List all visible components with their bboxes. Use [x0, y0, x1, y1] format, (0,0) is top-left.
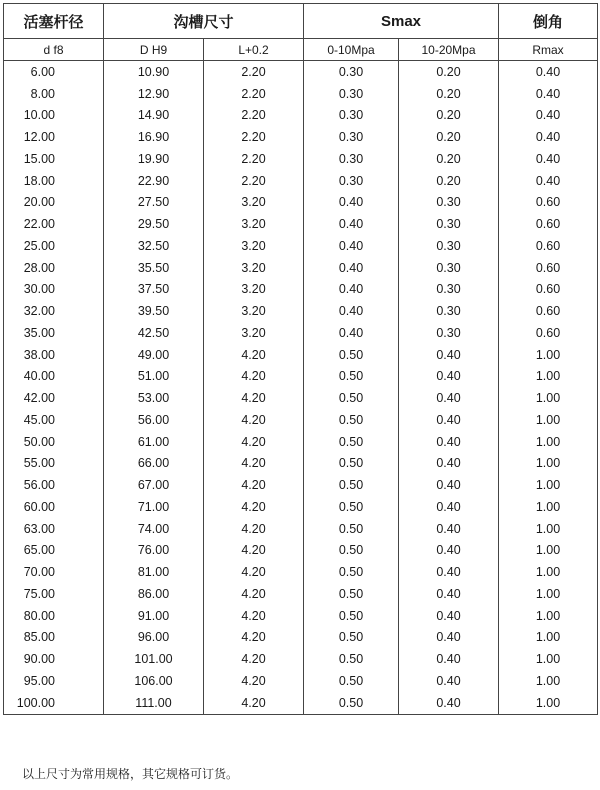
smax-high-cell: 0.40 — [399, 540, 499, 562]
groove-diameter-cell: 106.00 — [104, 670, 204, 692]
smax-low-cell: 0.50 — [304, 561, 399, 583]
table-row — [4, 605, 598, 627]
rod-diameter-cell: 22.00 — [4, 213, 104, 235]
groove-width-cell: 4.20 — [204, 648, 304, 670]
rmax-subheader: Rmax — [499, 39, 598, 61]
smax-high-cell: 0.20 — [399, 61, 499, 83]
rmax-cell: 1.00 — [499, 692, 598, 714]
rmax-cell: 1.00 — [499, 366, 598, 388]
table-row — [4, 235, 598, 257]
rmax-cell: 0.40 — [499, 126, 598, 148]
smax-high-cell: 0.40 — [399, 387, 499, 409]
smax-low-cell: 0.30 — [304, 148, 399, 170]
smax-high-cell: 0.30 — [399, 235, 499, 257]
smax-low-cell: 0.50 — [304, 431, 399, 453]
table-body — [4, 61, 598, 715]
table-row — [4, 648, 598, 670]
L-subheader: L+0.2 — [204, 39, 304, 61]
smax-high-cell: 0.20 — [399, 126, 499, 148]
table-row — [4, 148, 598, 170]
groove-diameter-cell: 49.00 — [104, 344, 204, 366]
smax-high-cell: 0.40 — [399, 453, 499, 475]
groove-diameter-cell: 81.00 — [104, 561, 204, 583]
smax-high-cell: 0.40 — [399, 561, 499, 583]
groove-diameter-cell: 74.00 — [104, 518, 204, 540]
smax-low-cell: 0.40 — [304, 213, 399, 235]
groove-width-cell: 2.20 — [204, 105, 304, 127]
groove-width-cell: 4.20 — [204, 605, 304, 627]
rmax-cell: 0.40 — [499, 105, 598, 127]
smax-high-cell: 0.40 — [399, 670, 499, 692]
groove-diameter-cell: 27.50 — [104, 192, 204, 214]
rod-diameter-cell: 30.00 — [4, 279, 104, 301]
rod-diameter-cell: 25.00 — [4, 235, 104, 257]
groove-diameter-cell: 14.90 — [104, 105, 204, 127]
table-row — [4, 344, 598, 366]
rod-diameter-cell: 10.00 — [4, 105, 104, 127]
groove-width-cell: 2.20 — [204, 83, 304, 105]
groove-width-cell: 2.20 — [204, 126, 304, 148]
rmax-cell: 1.00 — [499, 670, 598, 692]
groove-diameter-cell: 29.50 — [104, 213, 204, 235]
groove-width-cell: 4.20 — [204, 453, 304, 475]
table-row — [4, 387, 598, 409]
groove-width-cell: 3.20 — [204, 192, 304, 214]
rod-diameter-cell: 50.00 — [4, 431, 104, 453]
groove-diameter-cell: 111.00 — [104, 692, 204, 714]
rmax-cell: 1.00 — [499, 344, 598, 366]
groove-width-cell: 3.20 — [204, 279, 304, 301]
rmax-cell: 1.00 — [499, 453, 598, 475]
table-row — [4, 692, 598, 714]
smax-high-cell: 0.40 — [399, 583, 499, 605]
groove-diameter-cell: 51.00 — [104, 366, 204, 388]
smax-low-cell: 0.40 — [304, 235, 399, 257]
rmax-cell: 0.60 — [499, 192, 598, 214]
smax-low-cell: 0.50 — [304, 627, 399, 649]
smax-low-cell: 0.40 — [304, 322, 399, 344]
rod-diameter-cell: 56.00 — [4, 474, 104, 496]
groove-diameter-cell: 56.00 — [104, 409, 204, 431]
groove-width-cell: 3.20 — [204, 213, 304, 235]
groove-width-cell: 2.20 — [204, 148, 304, 170]
smax-low-cell: 0.50 — [304, 453, 399, 475]
rod-diameter-cell: 15.00 — [4, 148, 104, 170]
rmax-cell: 0.60 — [499, 322, 598, 344]
smax-high-cell: 0.40 — [399, 605, 499, 627]
smax-high-cell: 0.40 — [399, 474, 499, 496]
groove-diameter-cell: 101.00 — [104, 648, 204, 670]
rmax-cell: 1.00 — [499, 605, 598, 627]
rmax-cell: 1.00 — [499, 409, 598, 431]
smax-low-cell: 0.40 — [304, 279, 399, 301]
groove-diameter-cell: 96.00 — [104, 627, 204, 649]
groove-width-cell: 4.20 — [204, 540, 304, 562]
smax-high-cell: 0.40 — [399, 518, 499, 540]
smax-high-cell: 0.30 — [399, 257, 499, 279]
rod-diameter-cell: 65.00 — [4, 540, 104, 562]
groove-diameter-cell: 39.50 — [104, 300, 204, 322]
rmax-cell: 1.00 — [499, 431, 598, 453]
smax-high-cell: 0.20 — [399, 105, 499, 127]
table-row — [4, 366, 598, 388]
rmax-cell: 1.00 — [499, 387, 598, 409]
rmax-cell: 1.00 — [499, 540, 598, 562]
table-row — [4, 583, 598, 605]
rmax-cell: 1.00 — [499, 627, 598, 649]
rod-diameter-cell: 28.00 — [4, 257, 104, 279]
smax-high-cell: 0.30 — [399, 300, 499, 322]
groove-diameter-cell: 22.90 — [104, 170, 204, 192]
subheader-row — [4, 39, 598, 61]
groove-width-cell: 3.20 — [204, 322, 304, 344]
groove-diameter-cell: 61.00 — [104, 431, 204, 453]
groove-width-cell: 3.20 — [204, 300, 304, 322]
smax-low-cell: 0.50 — [304, 474, 399, 496]
smax-low-cell: 0.50 — [304, 648, 399, 670]
groove-width-cell: 4.20 — [204, 627, 304, 649]
groove-width-cell: 4.20 — [204, 366, 304, 388]
smax-low-cell: 0.30 — [304, 83, 399, 105]
groove-size-header: 沟槽尺寸 — [104, 4, 304, 39]
smax-low-cell: 0.50 — [304, 540, 399, 562]
rmax-cell: 1.00 — [499, 496, 598, 518]
groove-diameter-cell: 19.90 — [104, 148, 204, 170]
smax-low-cell: 0.50 — [304, 496, 399, 518]
groove-diameter-cell: 12.90 — [104, 83, 204, 105]
groove-width-cell: 4.20 — [204, 409, 304, 431]
rmax-cell: 0.40 — [499, 83, 598, 105]
rmax-cell: 1.00 — [499, 518, 598, 540]
rmax-cell: 1.00 — [499, 583, 598, 605]
groove-width-cell: 2.20 — [204, 61, 304, 83]
table-row — [4, 192, 598, 214]
header-row — [4, 4, 598, 39]
rod-diameter-cell: 18.00 — [4, 170, 104, 192]
smax-low-cell: 0.50 — [304, 387, 399, 409]
groove-width-cell: 4.20 — [204, 670, 304, 692]
groove-diameter-cell: 66.00 — [104, 453, 204, 475]
rmax-cell: 0.60 — [499, 300, 598, 322]
rmax-cell: 0.60 — [499, 235, 598, 257]
rod-diameter-cell: 60.00 — [4, 496, 104, 518]
smax-low-cell: 0.50 — [304, 605, 399, 627]
groove-diameter-cell: 42.50 — [104, 322, 204, 344]
groove-width-cell: 4.20 — [204, 496, 304, 518]
groove-width-cell: 4.20 — [204, 583, 304, 605]
smax-low-cell: 0.30 — [304, 170, 399, 192]
groove-width-cell: 4.20 — [204, 561, 304, 583]
smax-low-cell: 0.50 — [304, 583, 399, 605]
smax-low-cell: 0.50 — [304, 670, 399, 692]
table-row — [4, 61, 598, 83]
table-row — [4, 409, 598, 431]
rod-diameter-cell: 95.00 — [4, 670, 104, 692]
groove-diameter-cell: 76.00 — [104, 540, 204, 562]
table-row — [4, 213, 598, 235]
footnote: 以上尺寸为常用规格，其它规格可订货。 — [22, 767, 239, 781]
groove-diameter-cell: 32.50 — [104, 235, 204, 257]
smax-high-cell: 0.30 — [399, 322, 499, 344]
groove-width-cell: 4.20 — [204, 474, 304, 496]
rmax-cell: 1.00 — [499, 648, 598, 670]
rod-diameter-cell: 75.00 — [4, 583, 104, 605]
rmax-cell: 0.60 — [499, 279, 598, 301]
smax-low-cell: 0.30 — [304, 61, 399, 83]
d-f8-subheader: d f8 — [4, 39, 104, 61]
table-row — [4, 431, 598, 453]
smax-high-cell: 0.40 — [399, 627, 499, 649]
rmax-cell: 0.40 — [499, 61, 598, 83]
rod-diameter-cell: 90.00 — [4, 648, 104, 670]
smax-low-cell: 0.30 — [304, 105, 399, 127]
smax-low-cell: 0.50 — [304, 692, 399, 714]
smax-low-cell: 0.50 — [304, 366, 399, 388]
rmax-cell: 0.40 — [499, 148, 598, 170]
rod-diameter-cell: 70.00 — [4, 561, 104, 583]
rod-diameter-cell: 32.00 — [4, 300, 104, 322]
groove-diameter-cell: 53.00 — [104, 387, 204, 409]
table-row — [4, 670, 598, 692]
rod-diameter-cell: 42.00 — [4, 387, 104, 409]
smax-high-cell: 0.40 — [399, 648, 499, 670]
smax-high-cell: 0.30 — [399, 213, 499, 235]
rod-diameter-cell: 8.00 — [4, 83, 104, 105]
smax-high-cell: 0.20 — [399, 170, 499, 192]
smax-low-cell: 0.50 — [304, 409, 399, 431]
D-H9-subheader: D H9 — [104, 39, 204, 61]
table-row — [4, 496, 598, 518]
table-row — [4, 83, 598, 105]
groove-diameter-cell: 91.00 — [104, 605, 204, 627]
smax-high-cell: 0.40 — [399, 344, 499, 366]
groove-width-cell: 3.20 — [204, 257, 304, 279]
smax-high-cell: 0.40 — [399, 366, 499, 388]
table-row — [4, 627, 598, 649]
smax-high-cell: 0.40 — [399, 496, 499, 518]
smax-high-cell: 0.30 — [399, 279, 499, 301]
groove-width-cell: 4.20 — [204, 692, 304, 714]
rod-diameter-cell: 6.00 — [4, 61, 104, 83]
groove-width-cell: 4.20 — [204, 431, 304, 453]
pressure-10-20-subheader: 10-20Mpa — [399, 39, 499, 61]
rod-diameter-cell: 40.00 — [4, 366, 104, 388]
smax-low-cell: 0.40 — [304, 300, 399, 322]
groove-width-cell: 3.20 — [204, 235, 304, 257]
table-row — [4, 300, 598, 322]
table-row — [4, 170, 598, 192]
groove-spec-table — [3, 3, 598, 715]
table-row — [4, 561, 598, 583]
rod-diameter-cell: 20.00 — [4, 192, 104, 214]
table-row — [4, 257, 598, 279]
smax-header: Smax — [304, 4, 499, 39]
groove-diameter-cell: 71.00 — [104, 496, 204, 518]
rmax-cell: 0.60 — [499, 257, 598, 279]
rmax-cell: 1.00 — [499, 474, 598, 496]
pressure-0-10-subheader: 0-10Mpa — [304, 39, 399, 61]
smax-low-cell: 0.50 — [304, 344, 399, 366]
groove-diameter-cell: 16.90 — [104, 126, 204, 148]
rod-diameter-cell: 12.00 — [4, 126, 104, 148]
rod-diameter-cell: 100.00 — [4, 692, 104, 714]
rod-diameter-cell: 85.00 — [4, 627, 104, 649]
piston-rod-header: 活塞杆径 — [4, 4, 104, 39]
rmax-cell: 0.60 — [499, 213, 598, 235]
rod-diameter-cell: 63.00 — [4, 518, 104, 540]
table-row — [4, 474, 598, 496]
groove-diameter-cell: 37.50 — [104, 279, 204, 301]
groove-diameter-cell: 86.00 — [104, 583, 204, 605]
smax-high-cell: 0.30 — [399, 192, 499, 214]
table-row — [4, 126, 598, 148]
groove-diameter-cell: 35.50 — [104, 257, 204, 279]
table-row — [4, 322, 598, 344]
groove-width-cell: 4.20 — [204, 344, 304, 366]
groove-width-cell: 4.20 — [204, 387, 304, 409]
rod-diameter-cell: 80.00 — [4, 605, 104, 627]
rod-diameter-cell: 55.00 — [4, 453, 104, 475]
groove-diameter-cell: 10.90 — [104, 61, 204, 83]
smax-high-cell: 0.20 — [399, 148, 499, 170]
smax-high-cell: 0.20 — [399, 83, 499, 105]
groove-width-cell: 4.20 — [204, 518, 304, 540]
smax-low-cell: 0.50 — [304, 518, 399, 540]
smax-low-cell: 0.40 — [304, 192, 399, 214]
table-row — [4, 279, 598, 301]
smax-high-cell: 0.40 — [399, 409, 499, 431]
groove-width-cell: 2.20 — [204, 170, 304, 192]
table-row — [4, 518, 598, 540]
rod-diameter-cell: 45.00 — [4, 409, 104, 431]
chamfer-header: 倒角 — [499, 4, 598, 39]
rod-diameter-cell: 38.00 — [4, 344, 104, 366]
rmax-cell: 0.40 — [499, 170, 598, 192]
smax-high-cell: 0.40 — [399, 692, 499, 714]
table-row — [4, 453, 598, 475]
rmax-cell: 1.00 — [499, 561, 598, 583]
table-row — [4, 105, 598, 127]
smax-low-cell: 0.30 — [304, 126, 399, 148]
smax-high-cell: 0.40 — [399, 431, 499, 453]
groove-diameter-cell: 67.00 — [104, 474, 204, 496]
table-row — [4, 540, 598, 562]
rod-diameter-cell: 35.00 — [4, 322, 104, 344]
smax-low-cell: 0.40 — [304, 257, 399, 279]
